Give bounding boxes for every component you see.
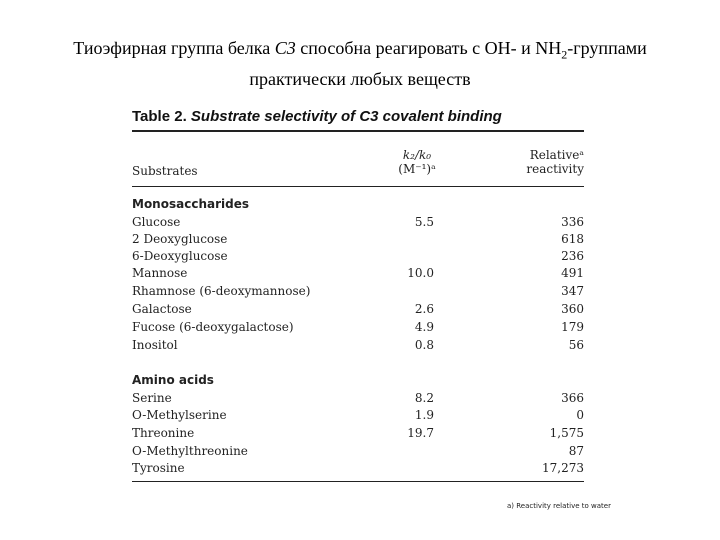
header-relative — [520, 148, 584, 176]
table-row — [132, 320, 584, 337]
row-name: Serine — [132, 391, 172, 405]
row-rel: 56 — [568, 338, 584, 352]
row-k: 0.8 — [414, 338, 434, 352]
title-subscript: 2 — [561, 47, 568, 62]
table-row — [132, 461, 584, 478]
row-rel: 360 — [561, 302, 584, 316]
row-name: 6-Deoxyglucose — [132, 249, 228, 263]
row-name: O-Methylthreonine — [132, 444, 248, 458]
slide-title — [0, 36, 720, 91]
row-name: 2 Deoxyglucose — [132, 232, 228, 246]
title-part1: Тиоэфирная группа белка — [73, 38, 275, 58]
row-rel: 0 — [576, 408, 584, 422]
title-protein: С3 — [274, 38, 296, 58]
row-name: Glucose — [132, 215, 181, 229]
table-row — [132, 249, 584, 266]
header-substrates: Substrates — [132, 164, 198, 178]
row-name: Mannose — [132, 266, 188, 280]
header-rule — [132, 186, 584, 187]
bottom-rule — [132, 481, 584, 482]
row-name: Inositol — [132, 338, 178, 352]
header-k-line1: k₂/k₀ — [402, 148, 432, 162]
row-rel: 618 — [561, 232, 584, 246]
row-k: 1.9 — [414, 408, 434, 422]
title-part3: -группами — [567, 38, 647, 58]
top-rule — [132, 130, 584, 132]
row-rel: 491 — [561, 266, 584, 280]
row-rel: 179 — [561, 320, 584, 334]
table-row — [132, 338, 584, 355]
table-row — [132, 444, 584, 461]
row-name: Tyrosine — [132, 461, 185, 475]
row-rel: 17,273 — [542, 461, 584, 475]
row-rel: 336 — [561, 215, 584, 229]
table-row — [132, 266, 584, 283]
caption-text: Substrate selectivity of C3 covalent binding — [190, 108, 502, 125]
section-title-monosaccharides: Monosaccharides — [132, 197, 249, 211]
row-k: 5.5 — [414, 215, 434, 229]
table-row — [132, 302, 584, 319]
caption-label: Table 2. — [132, 108, 187, 125]
header-k-line2: (M⁻¹)ᵃ — [398, 162, 436, 176]
row-name: Rhamnose (6-deoxymannose) — [132, 284, 311, 298]
section-title-amino-acids: Amino acids — [132, 373, 214, 387]
row-name: O-Methylserine — [132, 408, 227, 422]
row-name: Galactose — [132, 302, 192, 316]
row-k: 19.7 — [407, 426, 434, 440]
row-rel: 87 — [568, 444, 584, 458]
table-row — [132, 408, 584, 425]
header-k — [390, 148, 444, 176]
header-rel-line2: reactivity — [526, 162, 584, 176]
table-row — [132, 426, 584, 443]
table-row — [132, 391, 584, 408]
row-rel: 366 — [561, 391, 584, 405]
table-caption — [132, 108, 502, 125]
row-rel: 236 — [561, 249, 584, 263]
header-rel-line1: Relativeᵃ — [529, 148, 584, 162]
row-rel: 347 — [561, 284, 584, 298]
row-k: 2.6 — [414, 302, 434, 316]
title-line2: практически любых веществ — [249, 68, 471, 89]
row-name: Fucose (6-deoxygalactose) — [132, 320, 294, 334]
row-rel: 1,575 — [549, 426, 584, 440]
table-row — [132, 215, 584, 232]
footnote: a) Reactivity relative to water — [507, 502, 611, 510]
title-part2: способна реагировать с ОН- и NH — [295, 38, 562, 58]
row-k: 10.0 — [407, 266, 434, 280]
row-name: Threonine — [132, 426, 195, 440]
row-k: 4.9 — [414, 320, 434, 334]
table-row — [132, 284, 584, 301]
row-k: 8.2 — [414, 391, 434, 405]
table-row — [132, 232, 584, 249]
